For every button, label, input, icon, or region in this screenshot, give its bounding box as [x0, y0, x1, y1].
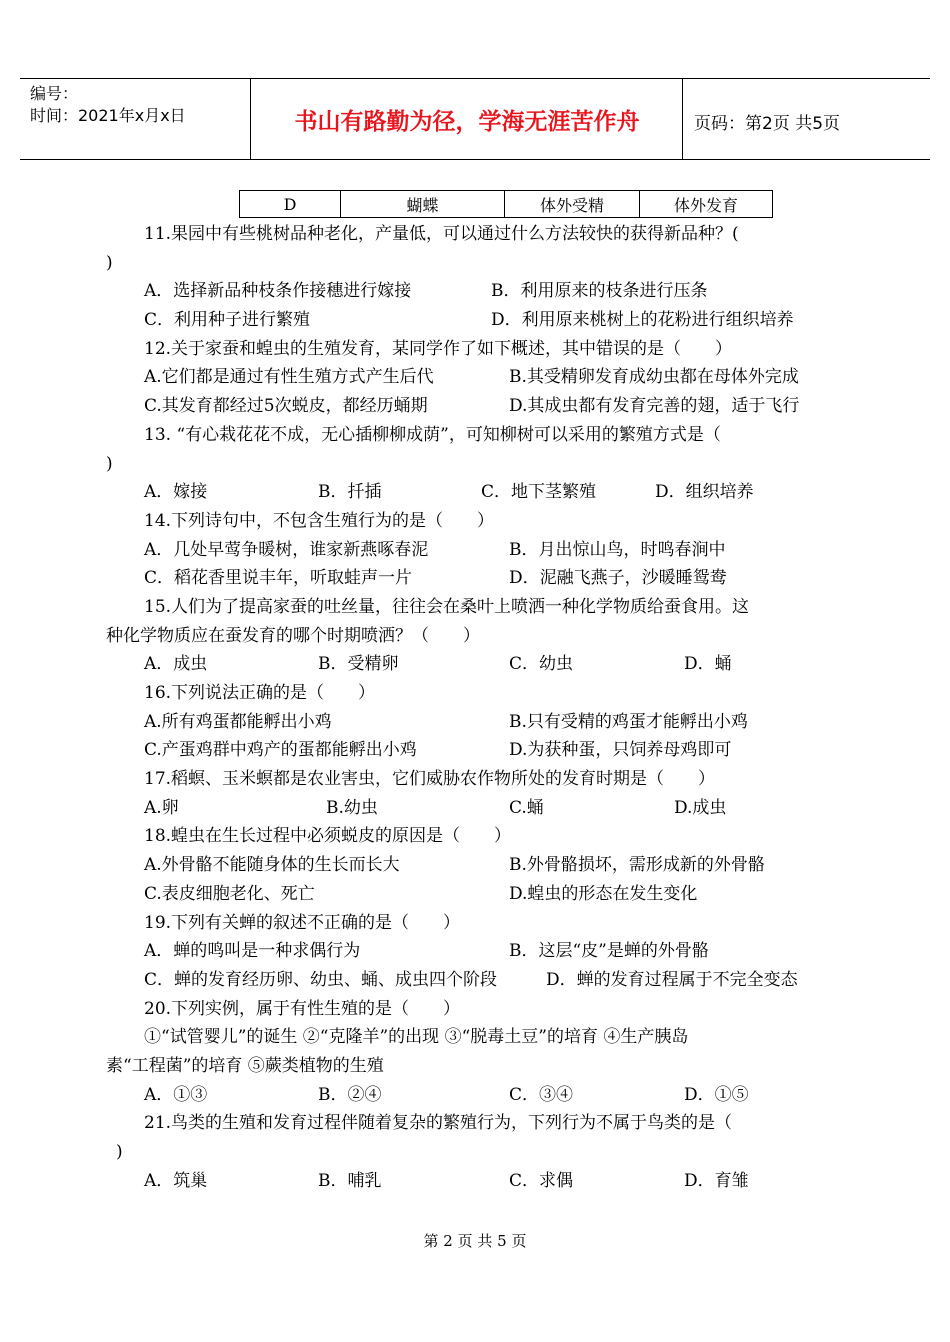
option-d: D．蛹	[684, 654, 732, 675]
option-c: C．利用种子进行繁殖	[144, 310, 311, 331]
question-12-options-row	[106, 392, 846, 421]
answer-table-row	[239, 190, 773, 218]
table-cell: 体外发育	[640, 191, 773, 218]
option-c: C．求偶	[509, 1170, 574, 1191]
option-a: A．选择新品种枝条作接穗进行嫁接	[144, 281, 412, 302]
question-15-stem-cont: 种化学物质应在蚕发育的哪个时期喷洒？（ ）	[106, 625, 480, 646]
option-b: B．受精卵	[318, 654, 399, 675]
question-21-options-row	[106, 1167, 846, 1196]
question-13-stem-cont: )	[106, 453, 113, 474]
option-a: A.它们都是通过有性生殖方式产生后代	[144, 367, 434, 388]
option-b: B．扦插	[318, 482, 382, 503]
option-a: A．①③	[144, 1084, 208, 1105]
question-11-stem: 11.果园中有些桃树品种老化，产量低，可以通过什么方法较快的获得新品种？(	[144, 224, 739, 244]
question-14-stem: 14.下列诗句中，不包含生殖行为的是（ ）	[144, 510, 495, 531]
question-20-examples: ①“试管婴儿”的诞生 ②“克隆羊”的出现 ③“脱毒土豆”的培育 ④生产胰岛	[144, 1027, 689, 1048]
question-17-stem: 17.稻螟、玉米螟都是农业害虫，它们威胁农作物所处的发育时期是（ ）	[144, 769, 716, 790]
question-16-options-row	[106, 708, 846, 737]
page-footer: 第 2 页 共 5 页	[423, 1232, 527, 1250]
serial-number-label: 编号：	[30, 84, 79, 103]
option-d: D．泥融飞燕子，沙暖睡鸳鸯	[509, 568, 727, 589]
option-c: C．稻花香里说丰年，听取蛙声一片	[144, 568, 413, 589]
question-21-stem: 21.鸟类的生殖和发育过程伴随着复杂的繁殖行为，下列行为不属于鸟类的是（	[144, 1113, 733, 1134]
option-b: B.外骨骼损坏，需形成新的外骨骼	[509, 855, 765, 876]
page-header	[20, 78, 930, 160]
option-d: D.蝗虫的形态在发生变化	[509, 883, 698, 904]
question-20-options-row	[106, 1081, 846, 1110]
question-20-stem: 20.下列实例，属于有性生殖的是（ ）	[144, 998, 461, 1019]
header-motto: 书山有路勤为径，学海无涯苦作舟	[294, 109, 640, 135]
question-18-options-row	[106, 851, 846, 880]
option-a: A．蝉的鸣叫是一种求偶行为	[144, 941, 361, 962]
question-13-options-row	[106, 478, 846, 507]
option-a: A.外骨骼不能随身体的生长而长大	[144, 855, 400, 876]
option-a: A．嫁接	[144, 482, 208, 503]
question-15-options-row	[106, 650, 846, 679]
question-21-stem-cont: )	[116, 1142, 123, 1162]
option-b: B.幼虫	[326, 797, 378, 818]
option-d: D．组织培养	[655, 482, 754, 503]
header-meta	[30, 83, 186, 127]
option-c: C.其发育都经过5次蜕皮，都经历蛹期	[144, 396, 428, 417]
option-b: B．②④	[318, 1084, 382, 1105]
date-label: 时间：2021年x月x日	[30, 106, 186, 125]
question-19-options-row	[106, 966, 846, 995]
option-c: C．地下茎繁殖	[481, 482, 597, 503]
table-row	[240, 191, 773, 218]
option-a: A．几处早莺争暖树，谁家新燕啄春泥	[144, 539, 429, 560]
header-divider-left	[250, 79, 251, 159]
question-18-stem: 18.蝗虫在生长过程中必须蜕皮的原因是（ ）	[144, 826, 512, 847]
table-cell: 体外受精	[505, 191, 640, 218]
question-15-stem: 15.人们为了提高家蚕的吐丝量，往往会在桑叶上喷洒一种化学物质给蚕食用。这	[144, 596, 750, 617]
question-11-options-row	[106, 277, 846, 306]
option-d: D．蝉的发育过程属于不完全变态	[546, 969, 798, 990]
option-c: C.表皮细胞老化、死亡	[144, 883, 315, 904]
option-d: D．①⑤	[684, 1084, 749, 1105]
option-c: C．幼虫	[509, 654, 574, 675]
question-14-options-row	[106, 536, 846, 565]
question-16-stem: 16.下列说法正确的是（ ）	[144, 683, 376, 703]
option-c: C.产蛋鸡群中鸡产的蛋都能孵出小鸡	[144, 740, 417, 761]
question-14-options-row	[106, 564, 846, 593]
question-12-stem: 12.关于家蚕和蝗虫的生殖发育，某同学作了如下概述，其中错误的是（ ）	[144, 338, 733, 359]
header-divider-right	[682, 79, 683, 159]
option-b: B.只有受精的鸡蛋才能孵出小鸡	[509, 711, 748, 732]
question-19-stem: 19.下列有关蝉的叙述不正确的是（ ）	[144, 912, 461, 933]
question-19-options-row	[106, 937, 846, 966]
question-17-options-row	[106, 794, 846, 823]
option-a: A.所有鸡蛋都能孵出小鸡	[144, 711, 332, 732]
question-list	[106, 220, 846, 1195]
option-d: D．利用原来桃树上的花粉进行组织培养	[491, 310, 794, 331]
option-a: A.卵	[144, 797, 179, 818]
question-11-stem-cont: )	[106, 252, 113, 273]
option-d: D.其成虫都有发育完善的翅，适于飞行	[509, 396, 800, 417]
question-20-examples-cont: 素“工程菌”的培育 ⑤蕨类植物的生殖	[106, 1055, 384, 1076]
table-cell: D	[240, 191, 341, 218]
option-c: C．③④	[509, 1084, 574, 1105]
option-b: B．利用原来的枝条进行压条	[491, 281, 708, 302]
question-12-options-row	[106, 363, 846, 392]
question-18-options-row	[106, 880, 846, 909]
header-page-number: 页码：第2页 共5页	[694, 114, 841, 134]
option-c: C.蛹	[509, 797, 544, 818]
option-d: D.成虫	[674, 797, 727, 818]
option-b: B．哺乳	[318, 1170, 382, 1191]
question-11-options-row	[106, 306, 846, 335]
question-13-stem: 13. “有心栽花花不成，无心插柳柳成荫”，可知柳树可以采用的繁殖方式是（	[144, 424, 721, 445]
option-b: B.其受精卵发育成幼虫都在母体外完成	[509, 367, 799, 388]
option-a: A．成虫	[144, 654, 208, 675]
option-b: B．这层“皮”是蝉的外骨骼	[509, 941, 709, 962]
question-16-options-row	[106, 736, 846, 765]
option-c: C．蝉的发育经历卵、幼虫、蛹、成虫四个阶段	[144, 969, 498, 990]
option-d: D．育雏	[684, 1170, 749, 1191]
option-d: D.为获种蛋，只饲养母鸡即可	[509, 740, 732, 761]
option-b: B．月出惊山鸟，时鸣春涧中	[509, 539, 726, 560]
table-cell: 蝴蝶	[341, 191, 505, 218]
option-a: A．筑巢	[144, 1170, 208, 1191]
